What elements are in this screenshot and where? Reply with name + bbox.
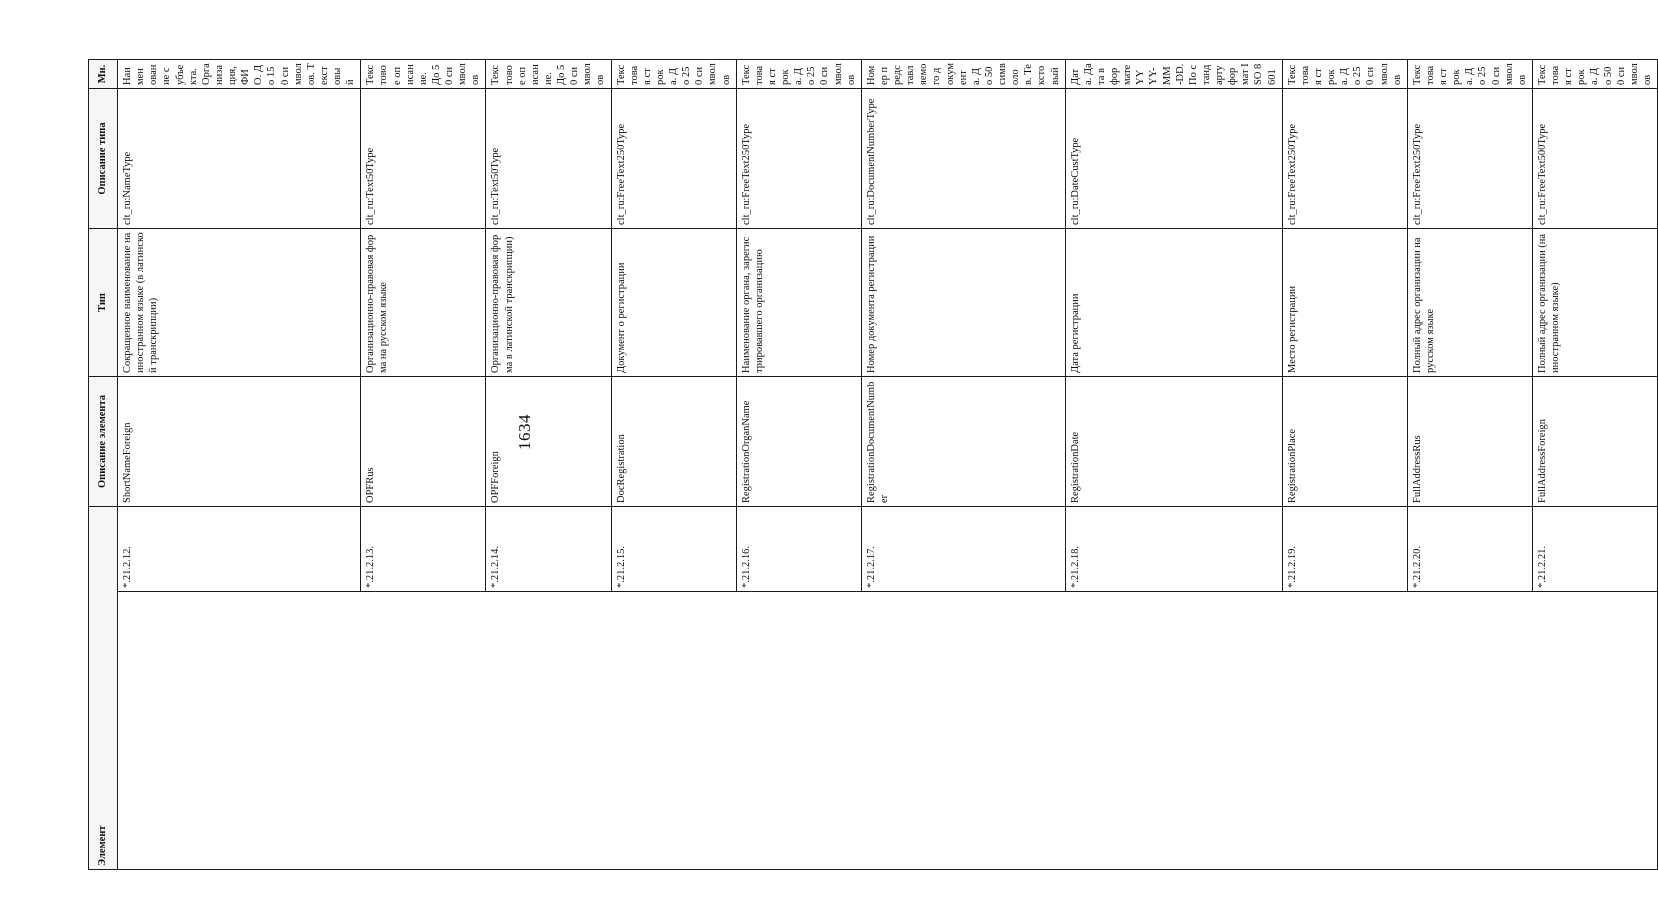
element-name: FullAddressRus <box>1407 377 1532 507</box>
element-description: Полный адрес организации (на иностранном языке) <box>1532 229 1657 377</box>
type-description: Текстовое описание. До 50 символов <box>361 60 486 89</box>
element-name: OPFForeign <box>486 377 611 507</box>
type-name: clt_ru:DateCustType <box>1065 89 1282 229</box>
row-number: *.21.2.15. <box>611 507 736 592</box>
element-description: Номер документа регистрации <box>861 229 1065 377</box>
element-indent-cell <box>118 592 1658 870</box>
element-name: RegistrationDate <box>1065 377 1282 507</box>
row-number: *.21.2.12. <box>118 507 361 592</box>
type-name: clt_ru:FreeText250Type <box>611 89 736 229</box>
element-description: Дата регистрации <box>1065 229 1282 377</box>
type-description: Наименование субъекта. Организация, ФИО. До 150 символов. Текстовый <box>118 60 361 89</box>
header-type: Тип <box>89 229 118 377</box>
row-number: *.21.2.14. <box>486 507 611 592</box>
type-name: clt_ru:DocumentNumberType <box>861 89 1065 229</box>
header-type-description: Описание типа <box>89 89 118 229</box>
type-name: clt_ru:Text50Type <box>361 89 486 229</box>
type-name: clt_ru:NameType <box>118 89 361 229</box>
type-description: Текстовая строка. До 250 символов <box>611 60 736 89</box>
element-name: DocRegistration <box>611 377 736 507</box>
row-number: *.21.2.17. <box>861 507 1065 592</box>
table-row <box>118 60 361 870</box>
type-description: Текстовое описание. До 50 символов <box>486 60 611 89</box>
element-name: RegistrationPlace <box>1282 377 1407 507</box>
element-name: RegistrationOrganName <box>736 377 861 507</box>
type-name: clt_ru:FreeText250Type <box>1282 89 1407 229</box>
type-description: Текстовая строка. До 250 символов <box>1282 60 1407 89</box>
row-number: *.21.2.18. <box>1065 507 1282 592</box>
type-description: Текстовая строка. До 500 символов <box>1532 60 1657 89</box>
element-description: Организационно-правовая форма на русском языке <box>361 229 486 377</box>
element-name: ShortNameForeign <box>118 377 361 507</box>
element-name: OPFRus <box>361 377 486 507</box>
row-number: *.21.2.13. <box>361 507 486 592</box>
row-number: *.21.2.21. <box>1532 507 1657 592</box>
type-description: Дата. Дата в формате YYYY-MM-DD. По стандарту формат ISO 8601 <box>1065 60 1282 89</box>
type-description: Текстовая строка. До 250 символов <box>736 60 861 89</box>
header-multiplicity: Мн. <box>89 60 118 89</box>
header-element: Элемент <box>89 507 118 870</box>
type-name: clt_ru:FreeText250Type <box>736 89 861 229</box>
element-description: Полный адрес организации на русском языке <box>1407 229 1532 377</box>
element-name: RegistrationDocumentNumber <box>861 377 1065 507</box>
rotated-table-container <box>88 60 1653 870</box>
element-description: Место регистрации <box>1282 229 1407 377</box>
element-table <box>88 59 1658 870</box>
element-description: Организационно-правовая форма в латинской транскрипции) <box>486 229 611 377</box>
element-description: Документ о регистрации <box>611 229 736 377</box>
row-number: *.21.2.16. <box>736 507 861 592</box>
page-number: 1634 <box>515 414 534 450</box>
type-name: clt_ru:FreeText250Type <box>1407 89 1532 229</box>
row-number: *.21.2.19. <box>1282 507 1407 592</box>
element-description: Сокращенное наименование на иностранном языке (в латинской транскрипции) <box>118 229 361 377</box>
row-number: *.21.2.20. <box>1407 507 1532 592</box>
table-header-row <box>89 60 118 870</box>
type-description: Номер представляемого документа. До 50 символов. Текстовый <box>861 60 1065 89</box>
type-name: clt_ru:FreeText500Type <box>1532 89 1657 229</box>
type-name: clt_ru:Text50Type <box>486 89 611 229</box>
header-description: Описание элемента <box>89 377 118 507</box>
type-description: Текстовая строка. До 250 символов <box>1407 60 1532 89</box>
element-description: Наименование органа, зарегистрировавшего организацию <box>736 229 861 377</box>
element-name: FullAddressForeign <box>1532 377 1657 507</box>
